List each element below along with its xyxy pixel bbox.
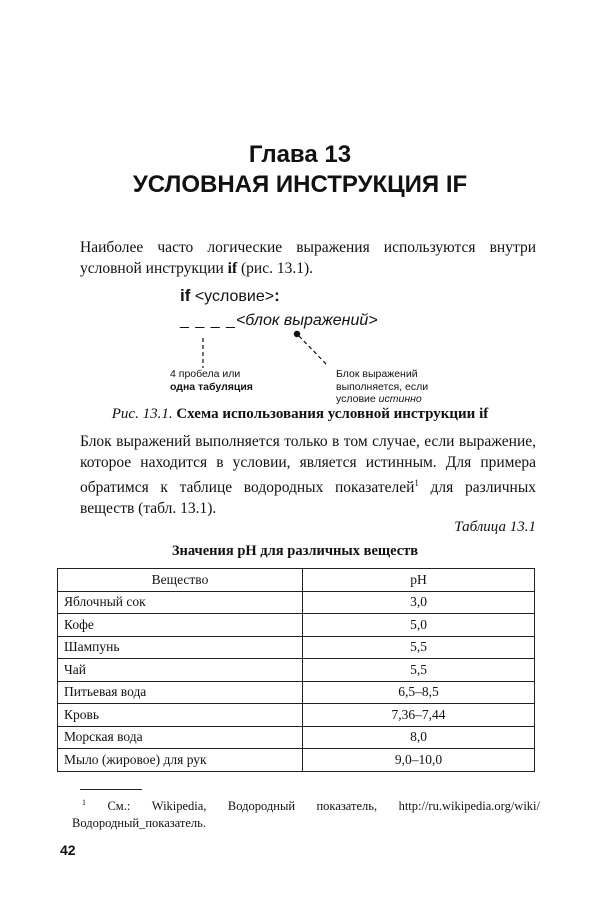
table-row [58,614,535,637]
caption-number: Рис. 13.1. [111,406,173,422]
block-line [180,312,378,330]
intro-keyword: if [227,259,238,277]
table-row [58,726,535,749]
footnote [72,794,540,832]
page-number: 42 [60,842,76,858]
ph-cell: 5,0 [303,614,535,637]
explain-paragraph [80,432,536,519]
intro-suffix: (рис. 13.1). [237,259,314,277]
ph-cell: 8,0 [303,726,535,749]
header-substance: Вещество [58,569,303,592]
if-keyword: if [180,286,191,305]
condition-text: <условие> [190,288,275,305]
block-text: <блок выражений> [235,312,378,329]
substance-cell: Чай [58,659,303,682]
substance-cell: Шампунь [58,636,303,659]
if-line [180,286,280,306]
table-label: Таблица 13.1 [454,519,536,535]
table-row [58,591,535,614]
figure-caption [0,406,600,423]
header-ph: pH [303,569,535,592]
table-row [58,704,535,727]
ph-cell: 6,5–8,5 [303,681,535,704]
block-note-emphasis: истинно [378,393,422,405]
block-note-line2: выполняется, если [336,380,429,393]
indent-note-line2: одна табуляция [170,380,253,393]
footnote-ref: 1 [414,478,419,488]
ph-cell: 5,5 [303,659,535,682]
table-title: Значения pH для различных веществ [171,543,419,559]
ph-table [57,568,535,772]
footnote-text: См.: Wikipedia, Водородный показатель, http://ru.wikipedia.org/wiki/Водородный_показатель. [72,799,540,831]
substance-cell: Морская вода [58,726,303,749]
indent-dashes: _ _ _ _ [180,312,236,329]
indent-note [170,368,253,393]
table-row [58,659,535,682]
table-row [58,681,535,704]
substance-cell: Кровь [58,704,303,727]
caption-text: Схема использования условной инструкции if [172,406,489,422]
footnote-divider [80,789,142,790]
substance-cell: Кофе [58,614,303,637]
ph-cell: 5,5 [303,636,535,659]
substance-cell: Питьевая вода [58,681,303,704]
ph-cell: 7,36–7,44 [303,704,535,727]
ph-cell: 9,0–10,0 [303,749,535,772]
table-row [58,636,535,659]
block-note-line1: Блок выражений [336,368,418,380]
block-note [336,368,428,406]
substance-cell: Мыло (жировое) для рук [58,749,303,772]
if-syntax-diagram [160,286,460,404]
right-pointer-line [299,336,328,366]
explain-text: Блок выражений выполняется только в том случае, если выражение, которое находится в условии, является истинным. Для примера обратимся к таблице водородных показателей [80,433,536,497]
table-header-row [58,569,535,592]
footnote-mark: 1 [82,798,86,807]
chapter-label: Глава 13 [248,141,352,168]
table-row [58,749,535,772]
block-note-line3 [336,393,428,406]
if-colon: : [274,286,280,305]
chapter-title: УСЛОВНАЯ ИНСТРУКЦИЯ IF [132,171,468,198]
explain-suffix: для различных веществ (табл. 13.1). [80,479,536,517]
indent-note-line1: 4 пробела или [170,368,241,380]
intro-text: Наиболее часто логические выражения используются внутри условной инструкции [80,239,536,277]
block-note-prefix: условие [336,393,379,405]
intro-paragraph [80,238,536,279]
substance-cell: Яблочный сок [58,591,303,614]
ph-cell: 3,0 [303,591,535,614]
